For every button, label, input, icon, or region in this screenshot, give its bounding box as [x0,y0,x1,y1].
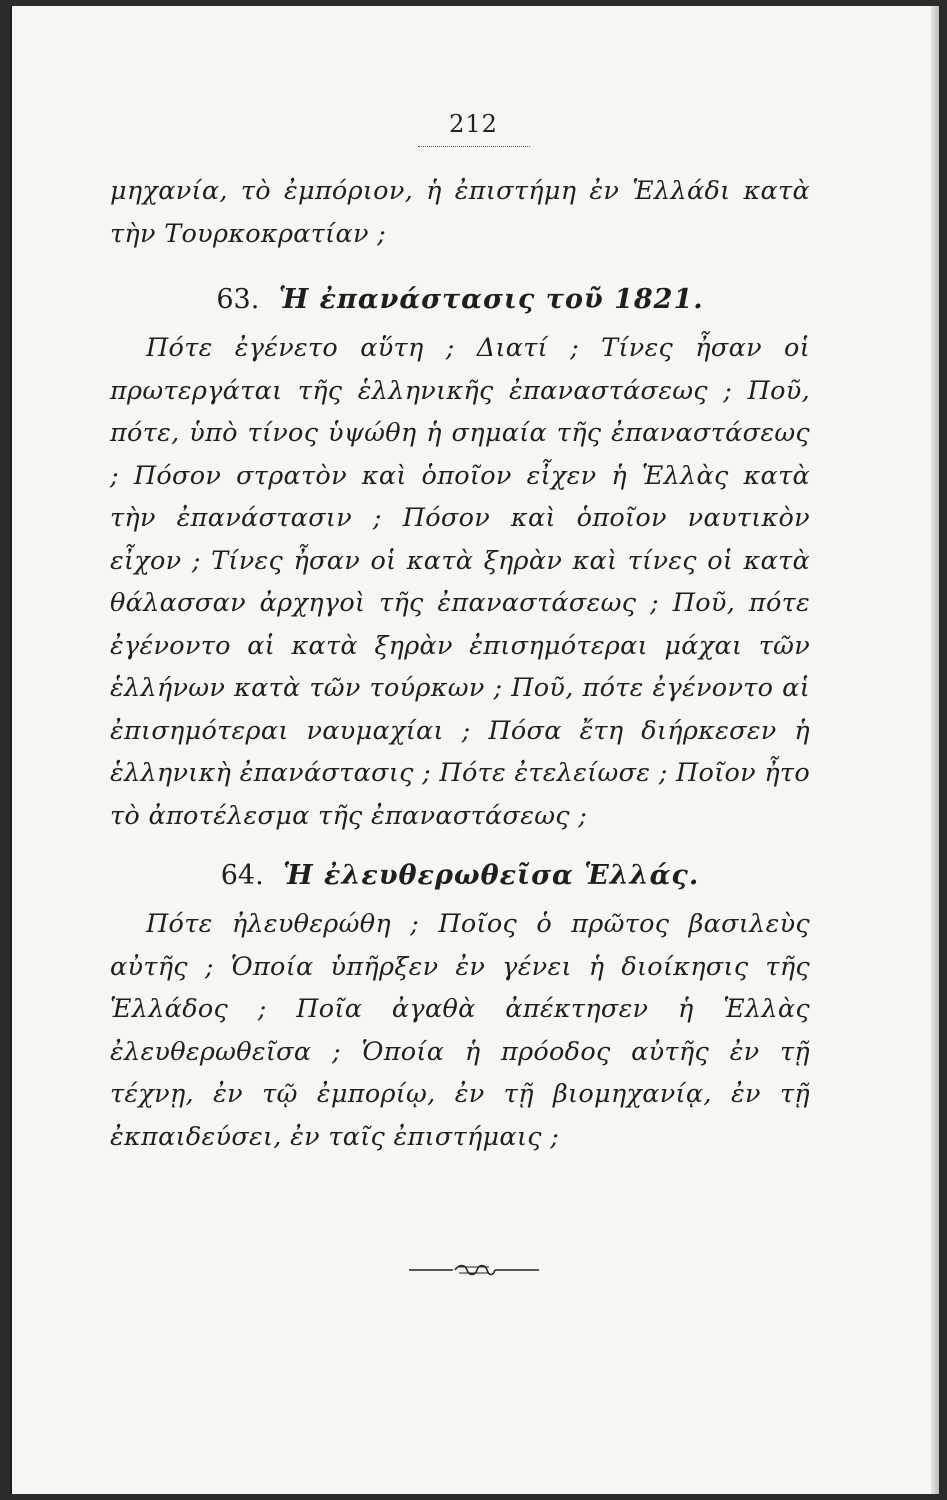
section-64-title: Ἡ ἐλευθερωθεῖσα Ἑλλάς. [283,860,700,891]
section-63-body: Πότε ἐγένετο αὕτη ; Διατί ; Τίνες ἦσαν οἱ πρωτεργάται τῆς ἑλληνικῆς ἐπαναστάσεως ; Ποῦ, πότε, ὑπὸ τίνος ὑψώθη ἡ σημαία τῆς ἐπαναστάσεως ; Πόσον στρατὸν καὶ ὁποῖον εἶχεν ἡ Ἑλλὰς κατὰ τὴν ἐπανάστασιν ; Πόσον καὶ ὁποῖον ναυτικὸν εἶχον ; Τίνες ἦσαν οἱ κατὰ ξηρὰν καὶ τίνες οἱ κατὰ θάλασσαν ἀρχηγοὶ τῆς ἐπαναστάσεως ; Ποῦ, πότε ἐγένοντο αἱ κατὰ ξηρὰν ἐπισημότεραι μάχαι τῶν ἑλλήνων κατὰ τῶν τούρκων ; Ποῦ, πότε ἐγένοντο αἱ ἐπισημότεραι ναυμαχίαι ; Πόσα ἔτη διήρκεσεν ἡ ἑλληνικὴ ἐπανάστασις ; Πότε ἐτελείωσε ; Ποῖον ἦτο τὸ ἀποτέλεσμα τῆς ἐπαναστάσεως ; [110,333,810,831]
section-64-body: Πότε ἠλευθερώθη ; Ποῖος ὁ πρῶτος βασιλεὺς αὐτῆς ; Ὁποία ὑπῆρξεν ἐν γένει ἡ διοίκησις τῆς Ἑλλάδος ; Ποῖα ἀγαθὰ ἀπέκτησεν ἡ Ἑλλὰς ἐλευθερωθεῖσα ; Ὁποία ἡ πρόοδος αὐτῆς ἐν τῇ τέχνῃ, ἐν τῷ ἐμπορίῳ, ἐν τῇ βιομηχανίᾳ, ἐν τῇ ἐκπαιδεύσει, ἐν ταῖς ἐπιστήμαις ; [110,909,810,1152]
section-64-number: 64. [220,860,264,891]
page-number-rule [418,146,530,147]
section-63-title: Ἡ ἐπανάστασις τοῦ 1821. [278,284,704,315]
continuation-paragraph: μηχανία, τὸ ἐμπόριον, ἡ ἐπιστήμη ἐν Ἑλλάδι κατὰ τὴν Τουρκοκρατίαν ; [110,176,810,249]
section-64-heading [110,855,810,897]
section-63-heading [110,279,810,321]
section-63-number: 63. [216,284,260,315]
page-number: 212 [449,110,498,138]
page-content [110,170,810,1158]
tailpiece-ornament-icon [0,1260,947,1280]
